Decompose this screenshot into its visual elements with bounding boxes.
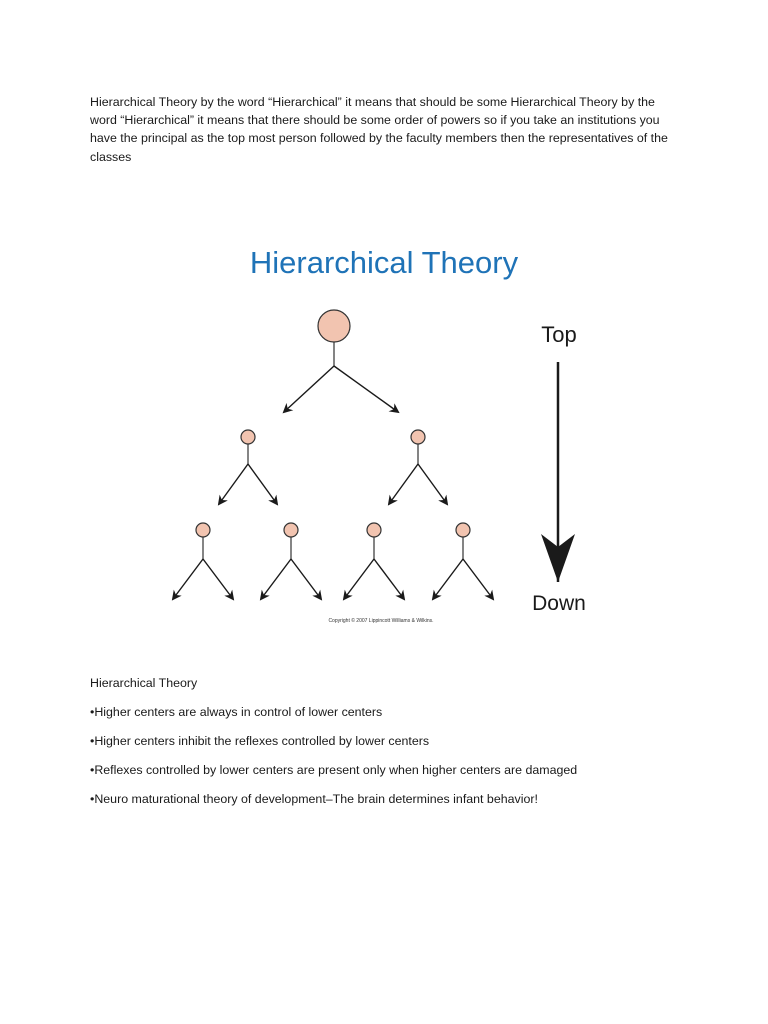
hierarchy-figure [166,304,592,628]
hierarchy-diagram [166,304,592,628]
level-1 [284,310,398,412]
mid-node [411,430,425,444]
down-label: Down [532,592,586,615]
level-3 [173,523,493,599]
bullet-item: •Higher centers are always in control of lower centers [90,705,383,719]
arrow [344,559,374,599]
leaf-node [196,523,210,537]
leaf-node [284,523,298,537]
root-node [318,310,350,342]
arrow [418,464,447,504]
arrow [203,559,233,599]
bullet-section [90,674,690,819]
arrow [219,464,248,504]
bullet-item: •Higher centers inhibit the reflexes controlled by lower centers [90,734,430,748]
bullet-item: •Reflexes controlled by lower centers are present only when higher centers are damaged [90,763,578,777]
copyright-note: Copyright © 2007 Lippincott Williams & Wilkins. [328,618,434,624]
leaf-node [456,523,470,537]
figure-title: Hierarchical Theory [249,245,519,280]
mid-node [241,430,255,444]
leaf-node [367,523,381,537]
arrow [433,559,463,599]
arrow [389,464,418,504]
level-2 [219,430,447,504]
intro-paragraph: Hierarchical Theory by the word “Hierarchical” it means that should be some Hierarchical Theory by the word “Hierarchical” it means that there should be some order of powers so if you take an institutions you have the principal as the top most person followed by the faculty members then the representatives of the classes [90,95,668,164]
arrow [173,559,203,599]
arrow [463,559,493,599]
top-label: Top [541,322,577,347]
arrow [291,559,321,599]
arrow [334,366,398,412]
arrow [284,366,334,412]
bullet-item: •Neuro maturational theory of development–The brain determines infant behavior! [90,792,538,806]
arrow [374,559,404,599]
arrow [261,559,291,599]
section-heading: Hierarchical Theory [90,676,198,690]
arrow [248,464,277,504]
